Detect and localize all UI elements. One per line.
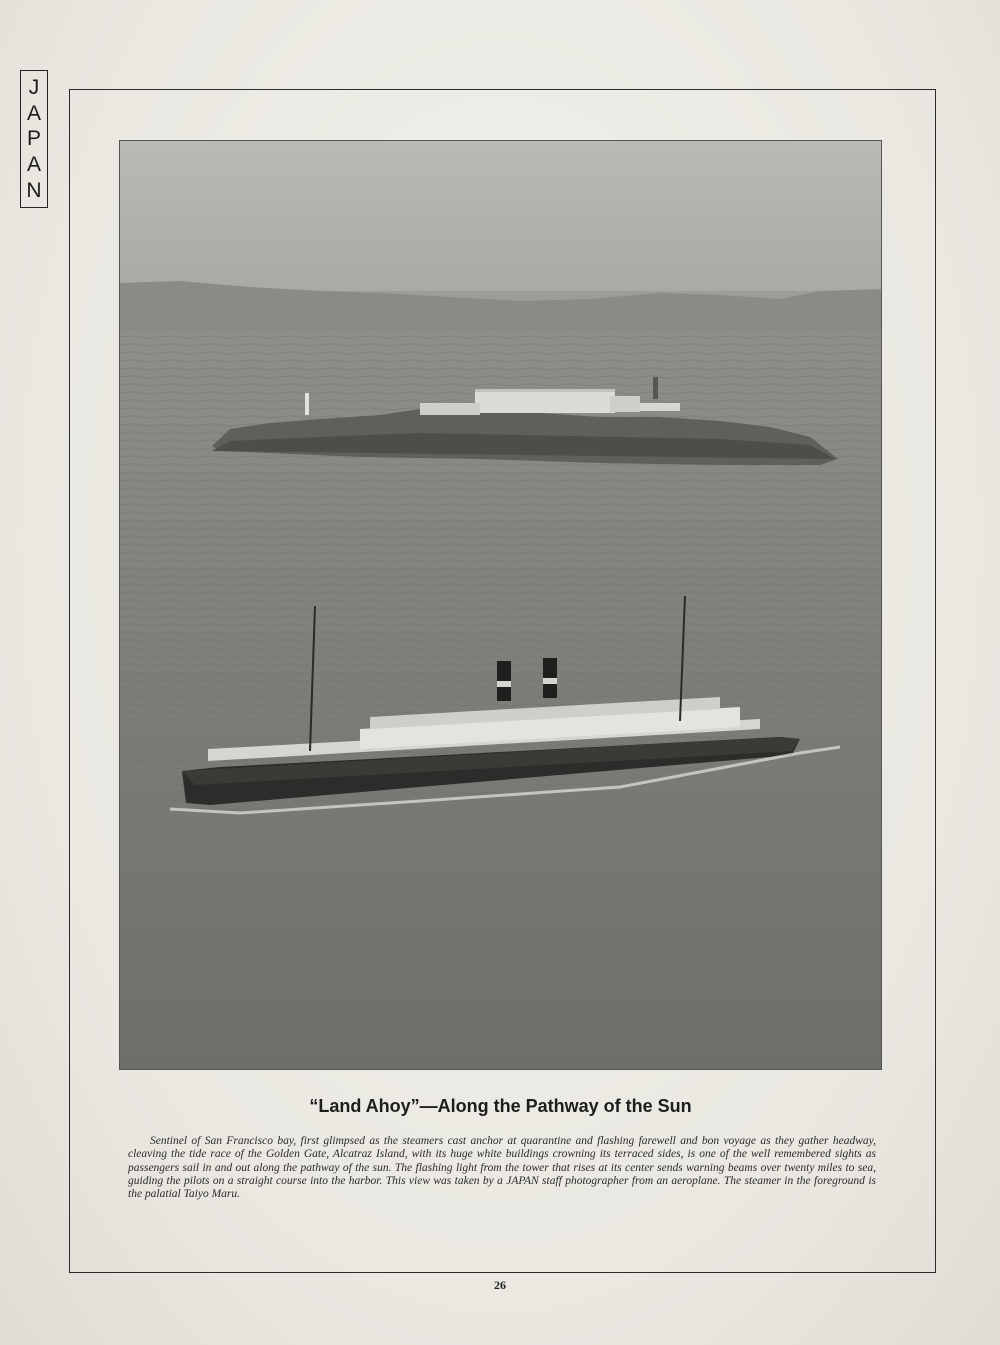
side-tab-letter: P [26,127,41,151]
side-tab-letter: J [28,76,40,100]
side-tab-letter: A [26,101,41,125]
side-tab-letter: N [26,178,42,202]
sky [120,141,882,291]
page-number: 26 [494,1278,506,1292]
light-tower [653,377,658,399]
caption-title: “Land Ahoy”—Along the Pathway of the Sun [309,1096,692,1116]
side-tab-letter: A [26,153,41,177]
prison-building [475,391,615,413]
halftone-photograph [119,140,882,1070]
japan-side-tab [20,70,48,208]
photo-illustration [120,141,882,1070]
lighthouse-tower [305,393,309,415]
caption-body: Sentinel of San Francisco bay, first glimpsed as the steamers cast anchor at quarantine and flashing farewell and bon voyage as they gather headway, cleaving the tide race of the Golden Gate, Alcatraz Island, with its huge white buildings crowning its terraced sides, is one of the well remembered sights as passengers sail in and out along the pathway of the sun. The flashing light from the tower that rises at its center sends warning beams over twenty miles to sea, guiding the pilots on a straight course into the harbor. This view was taken by a JAPAN staff photographer from an aeroplane. The steamer in the foreground is the palatial Taiyo Maru. [128,1135,876,1201]
